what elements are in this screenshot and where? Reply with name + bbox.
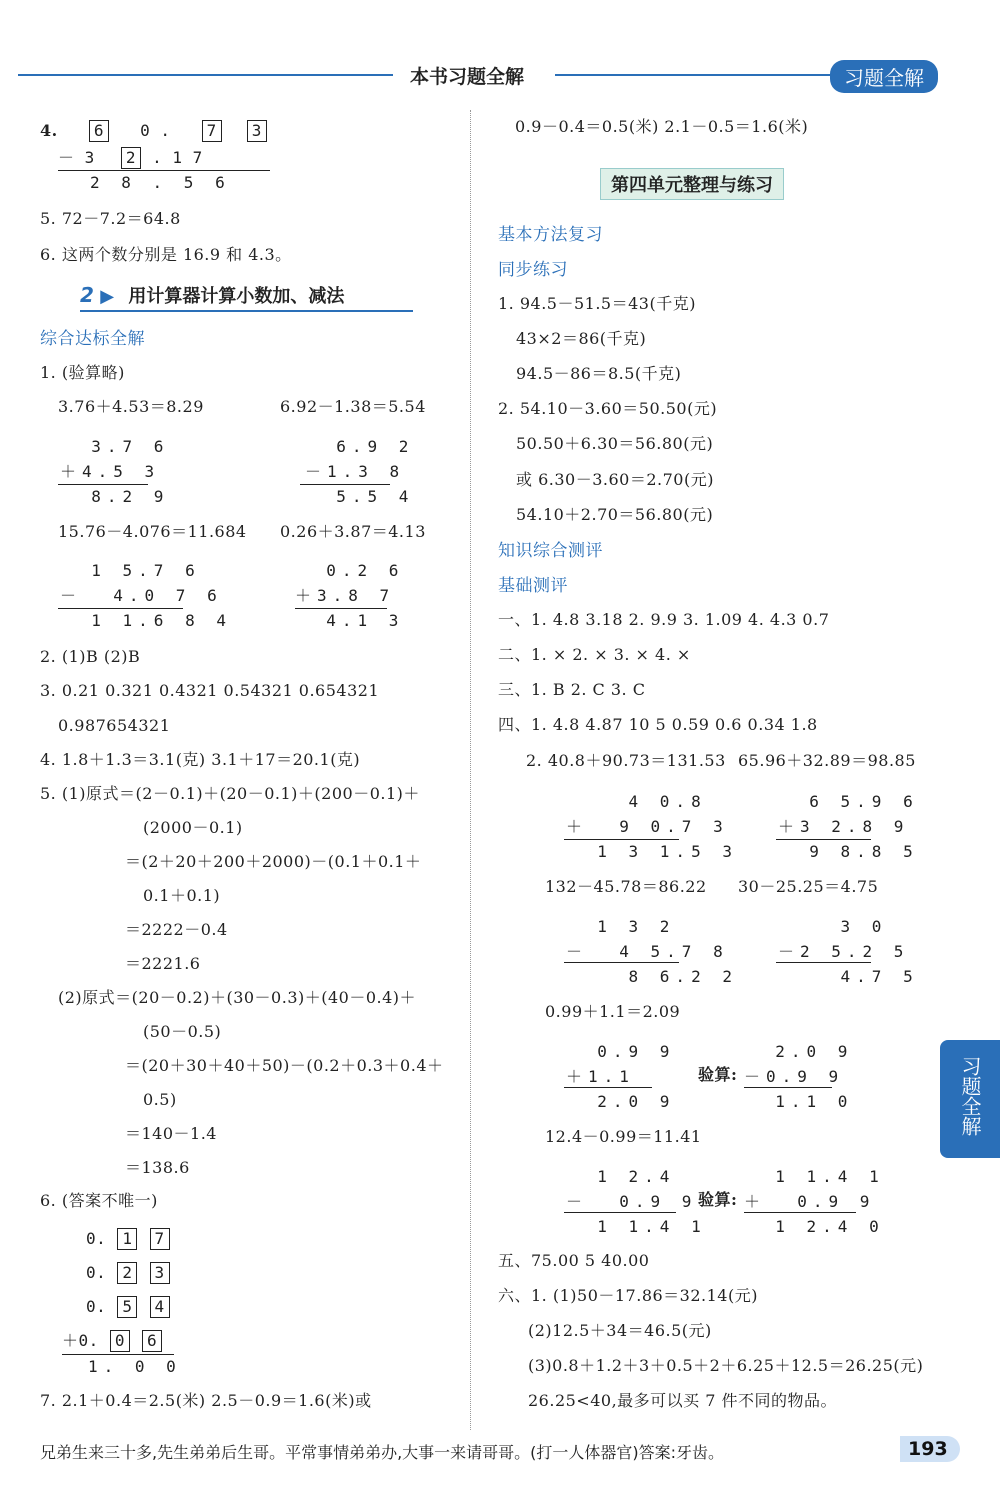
p4: 四、1. 4.8 4.87 10 5 0.59 0.6 0.34 1.8 bbox=[498, 715, 818, 734]
q6: 6. 这两个数分别是 16.9 和 4.3。 bbox=[40, 245, 292, 264]
v4-line bbox=[295, 608, 387, 609]
s6-line bbox=[62, 1354, 174, 1355]
unit-title: 第四单元整理与练习 bbox=[600, 168, 784, 200]
p4-3a: 132－45.78＝86.22 bbox=[545, 877, 707, 896]
p4-2b: 65.96＋32.89＝98.85 bbox=[738, 751, 916, 770]
q4-line bbox=[58, 170, 270, 171]
q4-row3: 2 8 . 5 6 bbox=[90, 173, 231, 192]
s5-line10: 0.5) bbox=[143, 1090, 177, 1109]
s1-eq3: 15.76－4.076＝11.684 bbox=[58, 522, 247, 541]
check-label-2: 验算: bbox=[698, 1190, 738, 1209]
page-number-badge bbox=[900, 1436, 960, 1462]
p5: 五、75.00 5 40.00 bbox=[498, 1251, 650, 1270]
s6-row2: 0. 2 3 bbox=[86, 1262, 171, 1284]
s5-line1: 5. (1)原式＝(2－0.1)＋(20－0.1)＋(200－0.1)＋ bbox=[40, 784, 420, 803]
v1-line bbox=[58, 484, 148, 485]
q4-row1: 6 0 . 7 3 bbox=[88, 120, 268, 142]
r1-line3: 94.5－86＝8.5(千克) bbox=[516, 364, 682, 383]
vertical-calc-9: 0.9 9 ＋1.1 2.0 9 bbox=[566, 1042, 676, 1111]
vertical-calc-4: 0.2 6 ＋3.8 7 4.1 3 bbox=[295, 561, 405, 630]
vertical-calc-7: 1 3 2 － 4 5.7 8 8 6.2 2 bbox=[566, 917, 738, 986]
q5: 5. 72－7.2＝64.8 bbox=[40, 209, 181, 228]
s6-sum: 1. 0 0 bbox=[88, 1357, 182, 1376]
s5-line2: (2000－0.1) bbox=[143, 818, 243, 837]
s5-line3: ＝(2＋20＋200＋2000)－(0.1＋0.1＋ bbox=[125, 852, 422, 871]
p2: 二、1. × 2. × 3. × 4. × bbox=[498, 645, 691, 664]
s5-line6: ＝2221.6 bbox=[125, 954, 201, 973]
v11-line bbox=[564, 1212, 676, 1213]
r2-line2: 50.50＋6.30＝56.80(元) bbox=[516, 434, 714, 453]
v10-line bbox=[744, 1087, 832, 1088]
s3a: 3. 0.21 0.321 0.4321 0.54321 0.654321 bbox=[40, 681, 380, 700]
vertical-calc-2: 6.9 2 －1.3 8 5.5 4 bbox=[305, 437, 415, 506]
r-top: 0.9－0.4＝0.5(米) 2.1－0.5＝1.6(米) bbox=[515, 117, 809, 136]
q4-label: 4. bbox=[40, 121, 58, 140]
v12-line bbox=[744, 1212, 856, 1213]
s5-line7: (2)原式＝(20－0.2)＋(30－0.3)＋(40－0.4)＋ bbox=[58, 988, 417, 1007]
s1-heading: 1. (验算略) bbox=[40, 363, 125, 382]
vertical-calc-8: 3 0 －2 5.2 5 4.7 5 bbox=[778, 917, 919, 986]
r1-line2: 43×2＝86(千克) bbox=[516, 329, 647, 348]
v6-line bbox=[776, 839, 871, 840]
s7: 7. 2.1＋0.4＝2.5(米) 2.5－0.9＝1.6(米)或 bbox=[40, 1391, 372, 1410]
vertical-calc-1: 3.7 6 ＋4.5 3 8.2 9 bbox=[60, 437, 170, 506]
s4: 4. 1.8＋1.3＝3.1(克) 3.1＋17＝20.1(克) bbox=[40, 750, 361, 769]
header-title: 本书习题全解 bbox=[410, 66, 525, 88]
column-divider bbox=[470, 110, 471, 1430]
p4-2a: 2. 40.8＋90.73＝131.53 bbox=[526, 751, 726, 770]
s6-row3: 0. 5 4 bbox=[86, 1296, 171, 1318]
subheading-comprehensive: 综合达标全解 bbox=[40, 329, 145, 349]
s6-row1: 0. 1 7 bbox=[86, 1228, 171, 1250]
subheading-knowledge-test: 知识综合测评 bbox=[498, 541, 603, 561]
subheading-sync-practice: 同步练习 bbox=[498, 260, 568, 280]
check-label-1: 验算: bbox=[698, 1065, 738, 1084]
s2: 2. (1)B (2)B bbox=[40, 647, 141, 666]
page-number: 193 bbox=[908, 1438, 948, 1460]
section-number: 2 bbox=[80, 283, 94, 307]
v3-line bbox=[58, 608, 183, 609]
v9-line bbox=[564, 1087, 652, 1088]
v2-line bbox=[300, 484, 390, 485]
r1-line1: 1. 94.5－51.5＝43(千克) bbox=[498, 294, 696, 313]
s5-line5: ＝2222－0.4 bbox=[125, 920, 228, 939]
p6-line1: 六、1. (1)50－17.86＝32.14(元) bbox=[498, 1286, 758, 1305]
p6-line2: (2)12.5＋34＝46.5(元) bbox=[528, 1321, 712, 1340]
p4-4: 0.99＋1.1＝2.09 bbox=[545, 1002, 681, 1021]
s5-line9: ＝(20＋30＋40＋50)－(0.2＋0.3＋0.4＋ bbox=[125, 1056, 444, 1075]
r2-line4: 54.10＋2.70＝56.80(元) bbox=[516, 505, 714, 524]
vertical-calc-3: 1 5.7 6 － 4.0 7 6 1 1.6 8 4 bbox=[60, 561, 232, 630]
s6-row4: ＋0. 0 6 bbox=[62, 1330, 163, 1352]
s5-line12: ＝138.6 bbox=[125, 1158, 190, 1177]
r2-line3: 或 6.30－3.60＝2.70(元) bbox=[516, 470, 714, 489]
vertical-calc-11: 1 2.4 － 0.9 9 1 1.4 1 bbox=[566, 1167, 707, 1236]
footer-riddle: 兄弟生来三十多,先生弟弟后生哥。平常事情弟弟办,大事一来请哥哥。(打一人体器官)答案:牙齿。 bbox=[40, 1443, 725, 1462]
s1-eq2: 6.92－1.38＝5.54 bbox=[280, 397, 426, 416]
vertical-calc-5: 4 0.8 ＋ 9 0.7 3 1 3 1.5 3 bbox=[566, 792, 738, 861]
chevron-right-icon: ▶ bbox=[100, 286, 115, 307]
vertical-calc-10: 2.0 9 －0.9 9 1.1 0 bbox=[744, 1042, 854, 1111]
p4-3b: 30－25.25＝4.75 bbox=[738, 877, 879, 896]
vertical-calc-6: 6 5.9 6 ＋3 2.8 9 9 8.8 5 bbox=[778, 792, 919, 861]
v5-line bbox=[564, 839, 679, 840]
s5-line4: 0.1＋0.1) bbox=[143, 886, 221, 905]
s5-line11: ＝140－1.4 bbox=[125, 1124, 217, 1143]
p1: 一、1. 4.8 3.18 2. 9.9 3. 1.09 4. 4.3 0.7 bbox=[498, 610, 830, 629]
s1-eq1: 3.76＋4.53＝8.29 bbox=[58, 397, 204, 416]
header-line-left bbox=[18, 74, 393, 76]
vertical-calc-12: 1 1.4 1 ＋ 0.9 9 1 2.4 0 bbox=[744, 1167, 885, 1236]
s3b: 0.987654321 bbox=[58, 716, 171, 735]
p3: 三、1. B 2. C 3. C bbox=[498, 680, 646, 699]
side-tab: 习题全解 bbox=[940, 1040, 1000, 1158]
p6-line4: 26.25<40,最多可以买 7 件不同的物品。 bbox=[528, 1391, 838, 1410]
p4-5: 12.4－0.99＝11.41 bbox=[545, 1127, 702, 1146]
section-title: 用计算器计算小数加、减法 bbox=[128, 286, 345, 307]
subheading-basic-test: 基础测评 bbox=[498, 576, 568, 596]
s6-heading: 6. (答案不唯一) bbox=[40, 1191, 158, 1210]
s1-eq4: 0.26＋3.87＝4.13 bbox=[280, 522, 426, 541]
r2-line1: 2. 54.10－3.60＝50.50(元) bbox=[498, 399, 718, 418]
v8-line bbox=[776, 962, 871, 963]
p6-line3: (3)0.8＋1.2＋3＋0.5＋2＋6.25＋12.5＝26.25(元) bbox=[528, 1356, 924, 1375]
section-banner bbox=[80, 282, 413, 312]
header-line-right bbox=[555, 74, 830, 76]
q4-row2: － 3 2 . 1 7 bbox=[58, 148, 203, 167]
s5-line8: (50－0.5) bbox=[143, 1022, 222, 1041]
header-tag: 习题全解 bbox=[830, 60, 938, 93]
subheading-basic-method: 基本方法复习 bbox=[498, 225, 603, 245]
v7-line bbox=[564, 962, 679, 963]
